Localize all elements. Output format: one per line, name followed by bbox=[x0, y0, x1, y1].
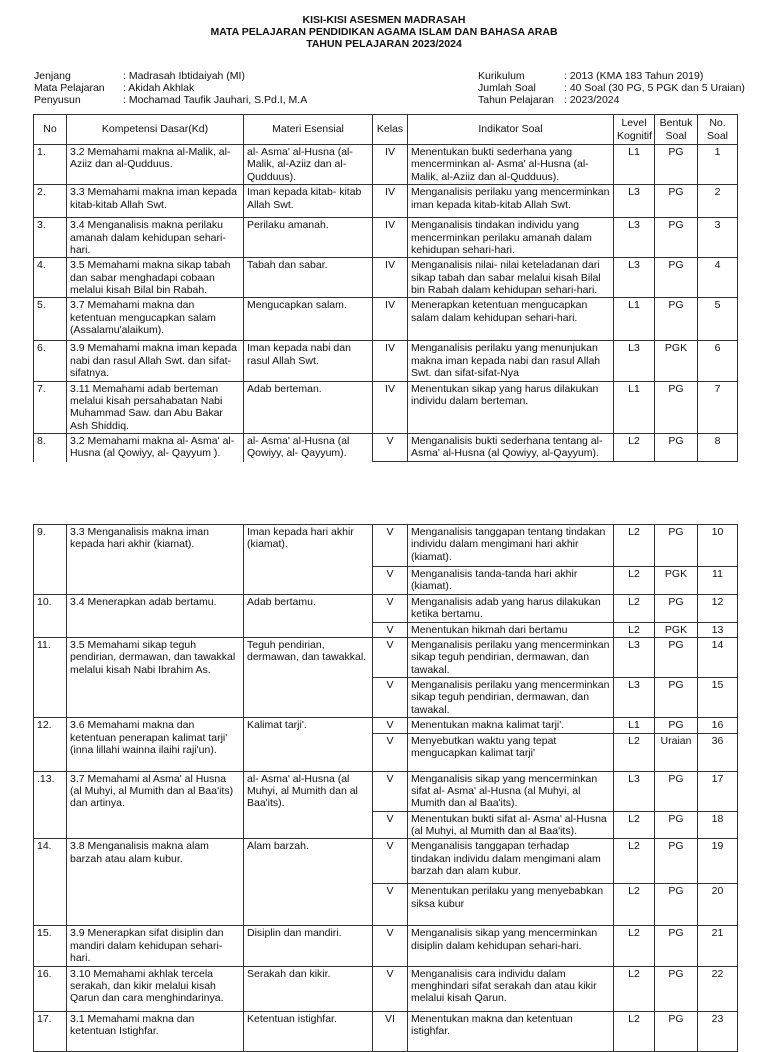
cell-indikator: Menganalisis perilaku yang mencerminkan iman kepada kitab-kitab Allah Swt. bbox=[408, 185, 614, 218]
cell-level: L2 bbox=[614, 434, 655, 462]
cell-bentuk: PG bbox=[655, 298, 698, 341]
cell-indikator: Menentukan bukti sifat al- Asma' al-Husna (al Muhyi, al Mumith dan al Baa'its). bbox=[408, 811, 614, 839]
table-header-row bbox=[34, 115, 738, 145]
cell-materi: Teguh pendirian, dermawan, dan tawakkal. bbox=[244, 637, 373, 717]
cell-bentuk: PG bbox=[655, 434, 698, 462]
cell-kd: 3.4 Menganalisis makna perilaku amanah dalam kehidupan sehari-hari. bbox=[67, 218, 244, 258]
cell-materi: Adab bertamu. bbox=[244, 594, 373, 637]
cell-level: L3 bbox=[614, 771, 655, 811]
cell-indikator: Menganalisis tanda-tanda hari akhir (kiamat). bbox=[408, 567, 614, 595]
cell-nosoal: 15 bbox=[698, 678, 738, 718]
cell-kd: 3.4 Menerapkan adab bertamu. bbox=[67, 594, 244, 637]
table-row bbox=[34, 341, 738, 381]
cell-kelas: V bbox=[373, 926, 408, 966]
cell-kd: 3.5 Memahami sikap teguh pendirian, dermawan, dan tawakkal melalui kisah Nabi Ibrahim As. bbox=[67, 637, 244, 717]
cell-kelas: IV bbox=[373, 145, 408, 185]
cell-materi: Serakah dan kikir. bbox=[244, 966, 373, 1011]
cell-nosoal: 2 bbox=[698, 185, 738, 218]
cell-bentuk: PG bbox=[655, 218, 698, 258]
cell-indikator: Menyebutkan waktu yang tepat mengucapkan kalimat tarji' bbox=[408, 733, 614, 771]
cell-materi: Iman kepada nabi dan rasul Allah Swt. bbox=[244, 341, 373, 381]
cell-nosoal: 12 bbox=[698, 594, 738, 622]
cell-materi: al- Asma' al-Husna (al Qowiyy, al- Qayyum). bbox=[244, 434, 373, 502]
cell-nosoal: 13 bbox=[698, 622, 738, 637]
cell-kd: 3.9 Menerapkan sifat disiplin dan mandiri dalam kehidupan sehari-hari. bbox=[67, 926, 244, 966]
cell-indikator: Menganalisis bukti sederhana tentang al-Asma' al-Husna (al Qowiyy, al-Qayyum). bbox=[408, 434, 614, 462]
meta-mapel-value: : Akidah Akhlak bbox=[123, 82, 195, 94]
cell-materi: Tabah dan sabar. bbox=[244, 258, 373, 298]
cell-level: L3 bbox=[614, 185, 655, 218]
cell-indikator: Menganalisis perilaku yang mencerminkan sikap teguh pendirian, dermawan, dan tawakal. bbox=[408, 678, 614, 718]
cell-level: L2 bbox=[614, 733, 655, 771]
cell-no: 5. bbox=[34, 298, 67, 341]
meta-penyusun-value: : Mochamad Taufik Jauhari, S.Pd.I, M.A bbox=[123, 94, 308, 106]
kisi-table-page1 bbox=[33, 114, 738, 502]
cell-kd: 3.7 Memahami al Asma' al Husna (al Muhyi, al Mumith dan al Baa'its) dan artinya. bbox=[67, 771, 244, 839]
cell-nosoal: 4 bbox=[698, 258, 738, 298]
cell-no: 15. bbox=[34, 926, 67, 966]
cell-indikator: Menentukan makna dan ketentuan istighfar. bbox=[408, 1011, 614, 1051]
cell-materi: Adab berteman. bbox=[244, 381, 373, 434]
cell-bentuk: PGK bbox=[655, 622, 698, 637]
cell-level: L2 bbox=[614, 525, 655, 567]
meta-jenjang-label: Jenjang bbox=[34, 70, 71, 82]
cell-indikator: Menentukan bukti sederhana yang mencerminkan al- Asma' al-Husna (al- Malik, al-Aziiz dan al-Qudduus). bbox=[408, 145, 614, 185]
cell-materi: Ketentuan istighfar. bbox=[244, 1011, 373, 1051]
cell-kd: 3.6 Memahami makna dan ketentuan penerapan kalimat tarji' (inna lillahi wainna ilaihi raji'un). bbox=[67, 718, 244, 771]
cell-indikator: Menganalisis adab yang harus dilakukan ketika bertamu. bbox=[408, 594, 614, 622]
meta-right bbox=[478, 70, 748, 110]
cell-nosoal: 19 bbox=[698, 839, 738, 884]
cell-bentuk: PG bbox=[655, 1011, 698, 1051]
cell-kelas: V bbox=[373, 622, 408, 637]
cell-level: L3 bbox=[614, 218, 655, 258]
cell-kelas: V bbox=[373, 525, 408, 567]
table-row bbox=[34, 1011, 738, 1051]
cell-nosoal: 21 bbox=[698, 926, 738, 966]
cell-materi: Kalimat tarji'. bbox=[244, 718, 373, 771]
cell-bentuk: PG bbox=[655, 525, 698, 567]
cell-kd: 3.8 Menganalisis makna alam barzah atau alam kubur. bbox=[67, 839, 244, 926]
cell-indikator: Menganalisis nilai- nilai keteladanan dari sikap tabah dan sabar melalui kisah Bilal bin Rabah dalam kehidupan sehari-hari. bbox=[408, 258, 614, 298]
cell-kelas: IV bbox=[373, 258, 408, 298]
table-row bbox=[34, 218, 738, 258]
cell-bentuk: PG bbox=[655, 185, 698, 218]
cell-indikator: Menganalisis perilaku yang mencerminkan sikap teguh pendirian, dermawan, dan tawakal. bbox=[408, 637, 614, 677]
cell-indikator: Menentukan sikap yang harus dilakukan individu dalam berteman. bbox=[408, 381, 614, 434]
cell-level: L2 bbox=[614, 811, 655, 839]
cell-nosoal: 11 bbox=[698, 567, 738, 595]
doc-title: KISI-KISI ASESMEN MADRASAH bbox=[302, 14, 466, 26]
meta-jenjang-value: : Madrasah Ibtidaiyah (MI) bbox=[123, 70, 245, 82]
cell-no: 16. bbox=[34, 966, 67, 1011]
table-row bbox=[34, 258, 738, 298]
cell-kelas: V bbox=[373, 966, 408, 1011]
cell-materi: al- Asma' al-Husna (al-Malik, al-Aziiz dan al-Qudduus). bbox=[244, 145, 373, 185]
meta-tahun-label: Tahun Pelajaran bbox=[478, 94, 554, 106]
cell-materi: al- Asma' al-Husna (al Muhyi, al Mumith dan al Baa'its). bbox=[244, 771, 373, 839]
cell-no: 2. bbox=[34, 185, 67, 218]
cell-bentuk: PG bbox=[655, 145, 698, 185]
cell-bentuk: PG bbox=[655, 884, 698, 926]
meta-jumlah-label: Jumlah Soal bbox=[478, 82, 536, 94]
cell-indikator: Menganalisis tindakan individu yang mencerminkan perilaku amanah dalam kehidupan sehari-hari. bbox=[408, 218, 614, 258]
cell-level: L2 bbox=[614, 926, 655, 966]
cell-kelas: V bbox=[373, 771, 408, 811]
cell-kelas: V bbox=[373, 678, 408, 718]
cell-bentuk: PGK bbox=[655, 567, 698, 595]
cell-kd: 3.10 Memahami akhlak tercela serakah, dan kikir melalui kisah Qarun dan cara menghindarinya. bbox=[67, 966, 244, 1011]
cell-kelas: IV bbox=[373, 185, 408, 218]
cell-level: L3 bbox=[614, 258, 655, 298]
cell-indikator: Menerapkan ketentuan mengucapkan salam dalam kehidupan sehari-hari. bbox=[408, 298, 614, 341]
cell-bentuk: PG bbox=[655, 926, 698, 966]
cell-kelas: V bbox=[373, 594, 408, 622]
cell-indikator: Menganalisis tanggapan tentang tindakan individu dalam mengimani hari akhir (kiamat). bbox=[408, 525, 614, 567]
table-row bbox=[34, 839, 738, 884]
cell-indikator: Menentukan makna kalimat tarji'. bbox=[408, 718, 614, 733]
cell-indikator: Menentukan hikmah dari bertamu bbox=[408, 622, 614, 637]
cell-nosoal: 36 bbox=[698, 733, 738, 771]
meta-jumlah-value: : 40 Soal (30 PG, 5 PGK dan 5 Uraian) bbox=[564, 82, 745, 94]
cell-materi: Perilaku amanah. bbox=[244, 218, 373, 258]
cell-bentuk: PG bbox=[655, 678, 698, 718]
cell-no: .13. bbox=[34, 771, 67, 839]
cell-level: L2 bbox=[614, 839, 655, 884]
meta-tahun-value: : 2023/2024 bbox=[564, 94, 620, 106]
cell-bentuk: PG bbox=[655, 594, 698, 622]
cell-no: 1. bbox=[34, 145, 67, 185]
table-row bbox=[34, 926, 738, 966]
cell-indikator: Menganalisis tanggapan terhadap tindakan individu dalam mengimani alam barzah dan alam kubur. bbox=[408, 839, 614, 884]
doc-year: TAHUN PELAJARAN 2023/2024 bbox=[306, 38, 462, 50]
cell-bentuk: Uraian bbox=[655, 733, 698, 771]
cell-nosoal: 3 bbox=[698, 218, 738, 258]
cell-level: L2 bbox=[614, 622, 655, 637]
meta-kurikulum-value: : 2013 (KMA 183 Tahun 2019) bbox=[564, 70, 704, 82]
cell-no: 10. bbox=[34, 594, 67, 637]
cell-kd: 3.3 Memahami makna iman kepada kitab-kitab Allah Swt. bbox=[67, 185, 244, 218]
cell-materi: Alam barzah. bbox=[244, 839, 373, 926]
cell-kelas: V bbox=[373, 434, 408, 462]
cell-level: L2 bbox=[614, 884, 655, 926]
col-header-level: Level Kognitif bbox=[614, 115, 655, 145]
cell-nosoal: 16 bbox=[698, 718, 738, 733]
col-header-materi: Materi Esensial bbox=[244, 115, 373, 145]
col-header-kd: Kompetensi Dasar(Kd) bbox=[67, 115, 244, 145]
cell-kelas: IV bbox=[373, 341, 408, 381]
cell-bentuk: PG bbox=[655, 811, 698, 839]
cell-bentuk: PGK bbox=[655, 341, 698, 381]
cell-kd: 3.1 Memahami makna dan ketentuan Istighfar. bbox=[67, 1011, 244, 1051]
table-row bbox=[34, 771, 738, 811]
cell-bentuk: PG bbox=[655, 718, 698, 733]
meta-penyusun-label: Penyusun bbox=[34, 94, 81, 106]
cell-kelas: IV bbox=[373, 381, 408, 434]
cell-kelas: V bbox=[373, 839, 408, 884]
col-header-no: No bbox=[34, 115, 67, 145]
cell-level: L2 bbox=[614, 966, 655, 1011]
cell-materi: Disiplin dan mandiri. bbox=[244, 926, 373, 966]
table-row bbox=[34, 298, 738, 341]
cell-kd: 3.5 Memahami makna sikap tabah dan sabar menghadapi cobaan melalui kisah Bilal bin Rabah. bbox=[67, 258, 244, 298]
cell-kelas: V bbox=[373, 567, 408, 595]
cell-no: 6. bbox=[34, 341, 67, 381]
cell-kd: 3.11 Memahami adab berteman melalui kisah persahabatan Nabi Muhammad Saw. dan Abu Bakar Ash Shiddiq. bbox=[67, 381, 244, 434]
cell-no: 12. bbox=[34, 718, 67, 771]
cell-nosoal: 18 bbox=[698, 811, 738, 839]
cell-no: 3. bbox=[34, 218, 67, 258]
doc-subtitle: MATA PELAJARAN PENDIDIKAN AGAMA ISLAM DAN BAHASA ARAB bbox=[210, 26, 558, 38]
cell-kelas: VI bbox=[373, 1011, 408, 1051]
table-row bbox=[34, 718, 738, 733]
cell-no: 11. bbox=[34, 637, 67, 717]
table-row bbox=[34, 381, 738, 434]
col-header-bentuk: Bentuk Soal bbox=[655, 115, 698, 145]
cell-indikator: Menganalisis perilaku yang menunjukan makna iman kepada nabi dan rasul Allah Swt. dan sifat-sifat-Nya bbox=[408, 341, 614, 381]
meta-kurikulum-label: Kurikulum bbox=[478, 70, 525, 82]
cell-nosoal: 14 bbox=[698, 637, 738, 677]
cell-no: 9. bbox=[34, 525, 67, 595]
cell-level: L2 bbox=[614, 567, 655, 595]
cell-nosoal: 17 bbox=[698, 771, 738, 811]
cell-materi: Mengucapkan salam. bbox=[244, 298, 373, 341]
cell-indikator: Menganalisis cara individu dalam menghindari sifat serakah dan atau kikir melalui kisah Qarun. bbox=[408, 966, 614, 1011]
cell-level: L1 bbox=[614, 298, 655, 341]
cell-bentuk: PG bbox=[655, 966, 698, 1011]
cell-bentuk: PG bbox=[655, 839, 698, 884]
cell-no: 17. bbox=[34, 1011, 67, 1051]
cell-indikator: Menentukan perilaku yang menyebabkan siksa kubur bbox=[408, 884, 614, 926]
cell-indikator: Menganalisis sikap yang mencerminkan disiplin dalam kehidupan sehari-hari. bbox=[408, 926, 614, 966]
meta-mapel-label: Mata Pelajaran bbox=[34, 82, 105, 94]
cell-nosoal: 1 bbox=[698, 145, 738, 185]
col-header-nosoal: No. Soal bbox=[698, 115, 738, 145]
cell-bentuk: PG bbox=[655, 381, 698, 434]
cell-materi: Iman kepada kitab- kitab Allah Swt. bbox=[244, 185, 373, 218]
cell-kelas: V bbox=[373, 811, 408, 839]
cell-nosoal: 8 bbox=[698, 434, 738, 462]
cell-no: 4. bbox=[34, 258, 67, 298]
cell-level: L2 bbox=[614, 594, 655, 622]
cell-materi: Iman kepada hari akhir (kiamat). bbox=[244, 525, 373, 595]
cell-kelas: IV bbox=[373, 218, 408, 258]
table-row bbox=[34, 145, 738, 185]
cell-nosoal: 23 bbox=[698, 1011, 738, 1051]
table-row bbox=[34, 637, 738, 677]
cell-no: 8. bbox=[34, 434, 67, 502]
kisi-table-page2 bbox=[33, 524, 738, 1052]
page-gap bbox=[0, 462, 768, 524]
cell-level: L1 bbox=[614, 145, 655, 185]
cell-nosoal: 7 bbox=[698, 381, 738, 434]
cell-no: 14. bbox=[34, 839, 67, 926]
cell-level: L2 bbox=[614, 1011, 655, 1051]
cell-kelas: V bbox=[373, 884, 408, 926]
cell-kd: 3.9 Memahami makna iman kepada nabi dan rasul Allah Swt. dan sifat-sifatnya. bbox=[67, 341, 244, 381]
cell-kelas: IV bbox=[373, 298, 408, 341]
cell-level: L1 bbox=[614, 381, 655, 434]
col-header-indikator: Indikator Soal bbox=[408, 115, 614, 145]
cell-kelas: V bbox=[373, 718, 408, 733]
cell-indikator: Menganalisis sikap yang mencerminkan sifat al- Asma' al-Husna (al Muhyi, al Mumith dan al Baa'its). bbox=[408, 771, 614, 811]
cell-kelas: V bbox=[373, 733, 408, 771]
table-row bbox=[34, 434, 738, 462]
cell-nosoal: 20 bbox=[698, 884, 738, 926]
col-header-kelas: Kelas bbox=[373, 115, 408, 145]
table-row bbox=[34, 966, 738, 1011]
cell-bentuk: PG bbox=[655, 258, 698, 298]
cell-bentuk: PG bbox=[655, 637, 698, 677]
cell-nosoal: 22 bbox=[698, 966, 738, 1011]
meta-left bbox=[34, 70, 434, 110]
cell-level: L3 bbox=[614, 341, 655, 381]
table-row bbox=[34, 525, 738, 567]
cell-kelas: V bbox=[373, 637, 408, 677]
cell-kd: 3.2 Memahami makna al- Asma' al-Husna (al Qowiyy, al- Qayyum ). bbox=[67, 434, 244, 502]
cell-kd: 3.7 Memahami makna dan ketentuan mengucapkan salam (Assalamu'alaikum). bbox=[67, 298, 244, 341]
cell-level: L3 bbox=[614, 637, 655, 677]
cell-level: L3 bbox=[614, 678, 655, 718]
cell-no: 7. bbox=[34, 381, 67, 434]
cell-bentuk: PG bbox=[655, 771, 698, 811]
table-row bbox=[34, 185, 738, 218]
cell-nosoal: 6 bbox=[698, 341, 738, 381]
cell-level: L1 bbox=[614, 718, 655, 733]
cell-kd: 3.3 Menganalisis makna iman kepada hari akhir (kiamat). bbox=[67, 525, 244, 595]
cell-nosoal: 5 bbox=[698, 298, 738, 341]
cell-nosoal: 10 bbox=[698, 525, 738, 567]
table-row bbox=[34, 594, 738, 622]
cell-kd: 3.2 Memahami makna al-Malik, al-Aziiz dan al-Qudduus. bbox=[67, 145, 244, 185]
